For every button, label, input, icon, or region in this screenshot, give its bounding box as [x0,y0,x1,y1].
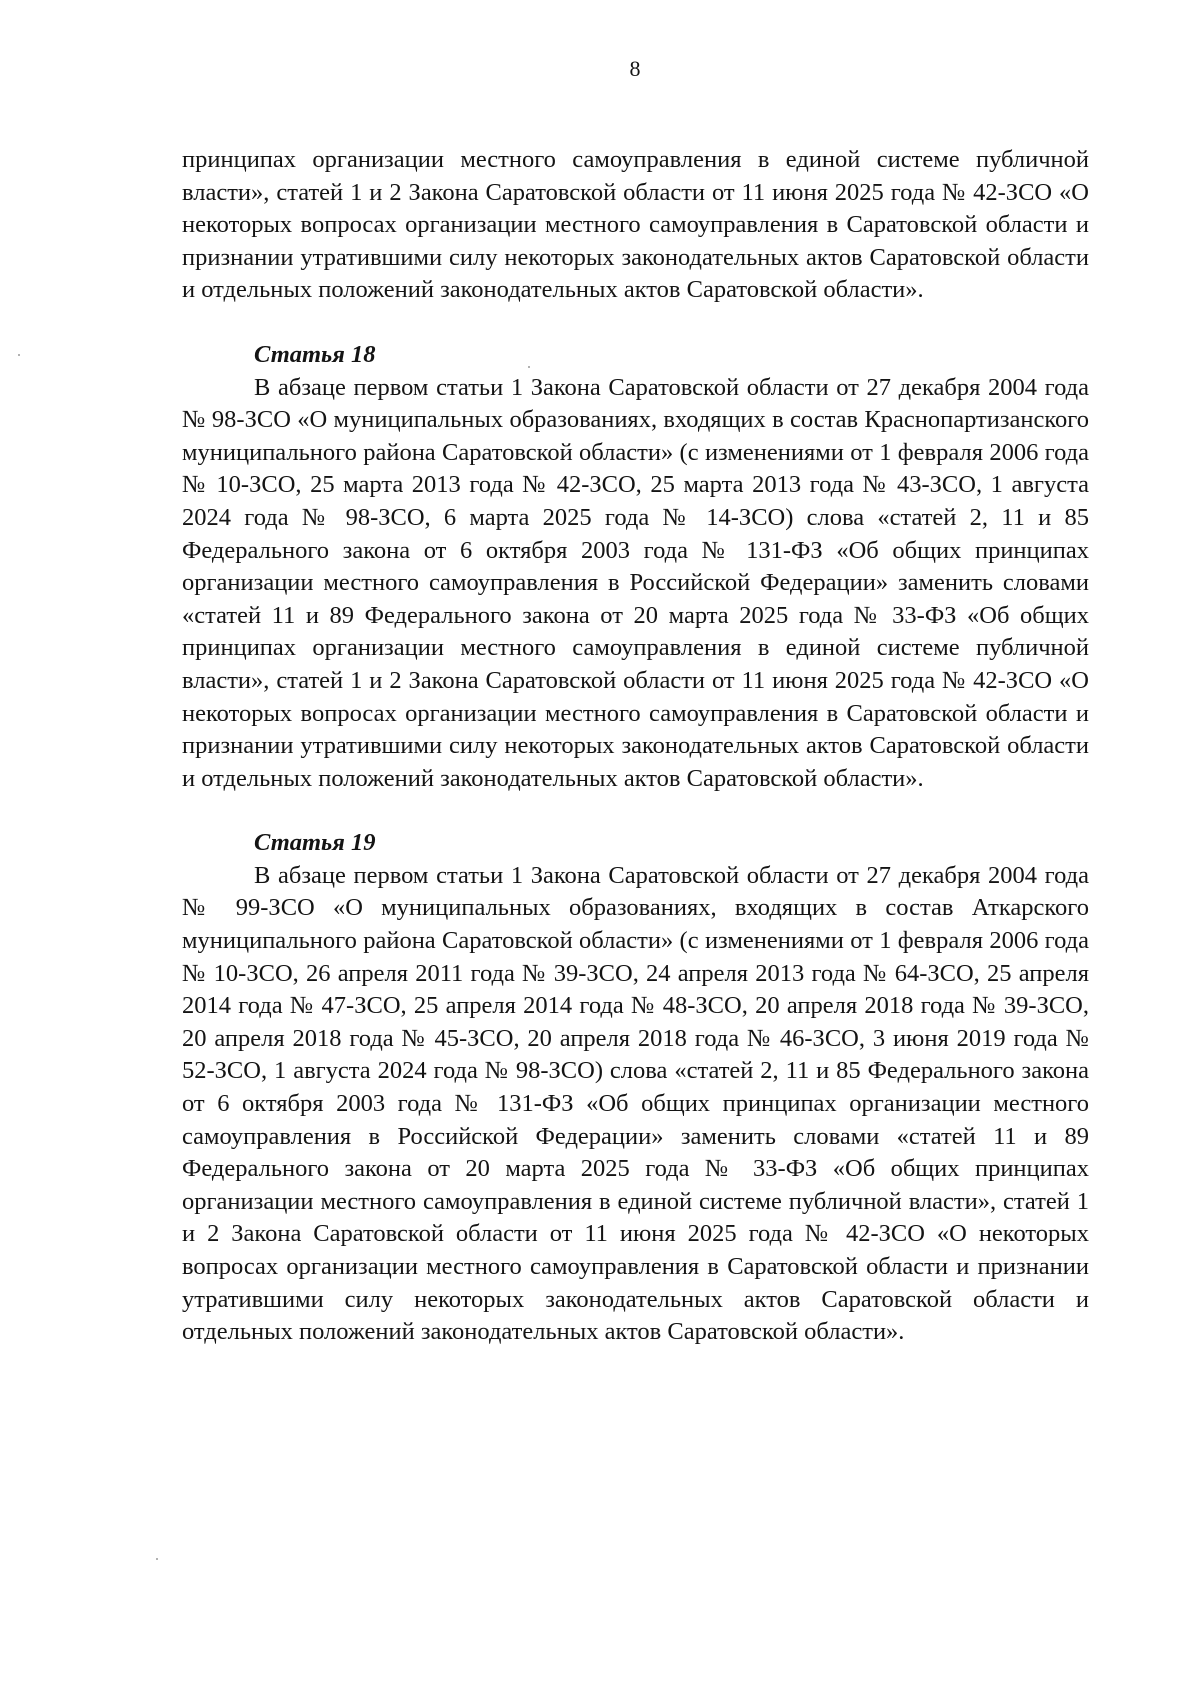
article-19-heading: Статья 19 [254,829,376,857]
page-number: 8 [629,56,641,81]
scan-speck [18,354,20,356]
article-18-heading: Статья 18 [254,340,376,368]
scan-speck [156,1558,158,1560]
article-19-text: В абзаце первом статьи 1 Закона Саратовской области от 27 декабря 2004 года № 99-ЗСО «О муниципальных образованиях, входящих в состав Аткарского муниципального района Саратовской области» (с изменениями от 1 февраля 2006 года № 10-ЗСО, 26 апреля 2011 года № 39-ЗСО, 24 апреля 2013 года № 64-ЗСО, 25 апреля 2014 года № 47-ЗСО, 25 апреля 2014 года № 48-ЗСО, 20 апреля 2018 года № 39-ЗСО, 20 апреля 2018 года № 45-ЗСО, 20 апреля 2018 года № 46-ЗСО, 3 июня 2019 года № 52-ЗСО, 1 августа 2024 года № 98-ЗСО) слова «статей 2, 11 и 85 Федерального закона от 6 октября 2003 года № 131-ФЗ «Об общих принципах организации местного самоуправления в Российской Федерации» заменить словами «статей 11 и 89 Федерального закона от 20 марта 2025 года № 33-ФЗ «Об общих принципах организации местного самоуправления в единой системе публичной власти», статей 1 и 2 Закона Саратовской области от 11 июня 2025 года № 42-ЗСО «О некоторых вопросах организации местного самоуправления в Саратовской области и признании утратившими силу некоторых законодательных актов Саратовской области и отдельных положений законодательных актов Саратовской области». [182,861,1089,1346]
document-body [182,144,1089,1349]
scan-speck [528,366,530,368]
article-18-text: В абзаце первом статьи 1 Закона Саратовской области от 27 декабря 2004 года № 98-ЗСО «О муниципальных образованиях, входящих в состав Краснопартизанского муниципального района Саратовской области» (с изменениями от 1 февраля 2006 года № 10-ЗСО, 25 марта 2013 года № 42-ЗСО, 25 марта 2013 года № 43-ЗСО, 1 августа 2024 года № 98-ЗСО, 6 марта 2025 года № 14-ЗСО) слова «статей 2, 11 и 85 Федерального закона от 6 октября 2003 года № 131-ФЗ «Об общих принципах организации местного самоуправления в Российской Федерации» заменить словами «статей 11 и 89 Федерального закона от 20 марта 2025 года № 33-ФЗ «Об общих принципах организации местного самоуправления в единой системе публичной власти», статей 1 и 2 Закона Саратовской области от 11 июня 2025 года № 42-ЗСО «О некоторых вопросах организации местного самоуправления в Саратовской области и признании утратившими силу некоторых законодательных актов Саратовской области и отдельных положений законодательных актов Саратовской области». [182,373,1089,792]
intro-paragraph: принципах организации местного самоуправления в единой системе публичной власти», статей 1 и 2 Закона Саратовской области от 11 июня 2025 года № 42-ЗСО «О некоторых вопросах организации местного самоуправления в Саратовской области и признании утратившими силу некоторых законодательных актов Саратовской области и отдельных положений законодательных актов Саратовской области». [182,146,1089,304]
